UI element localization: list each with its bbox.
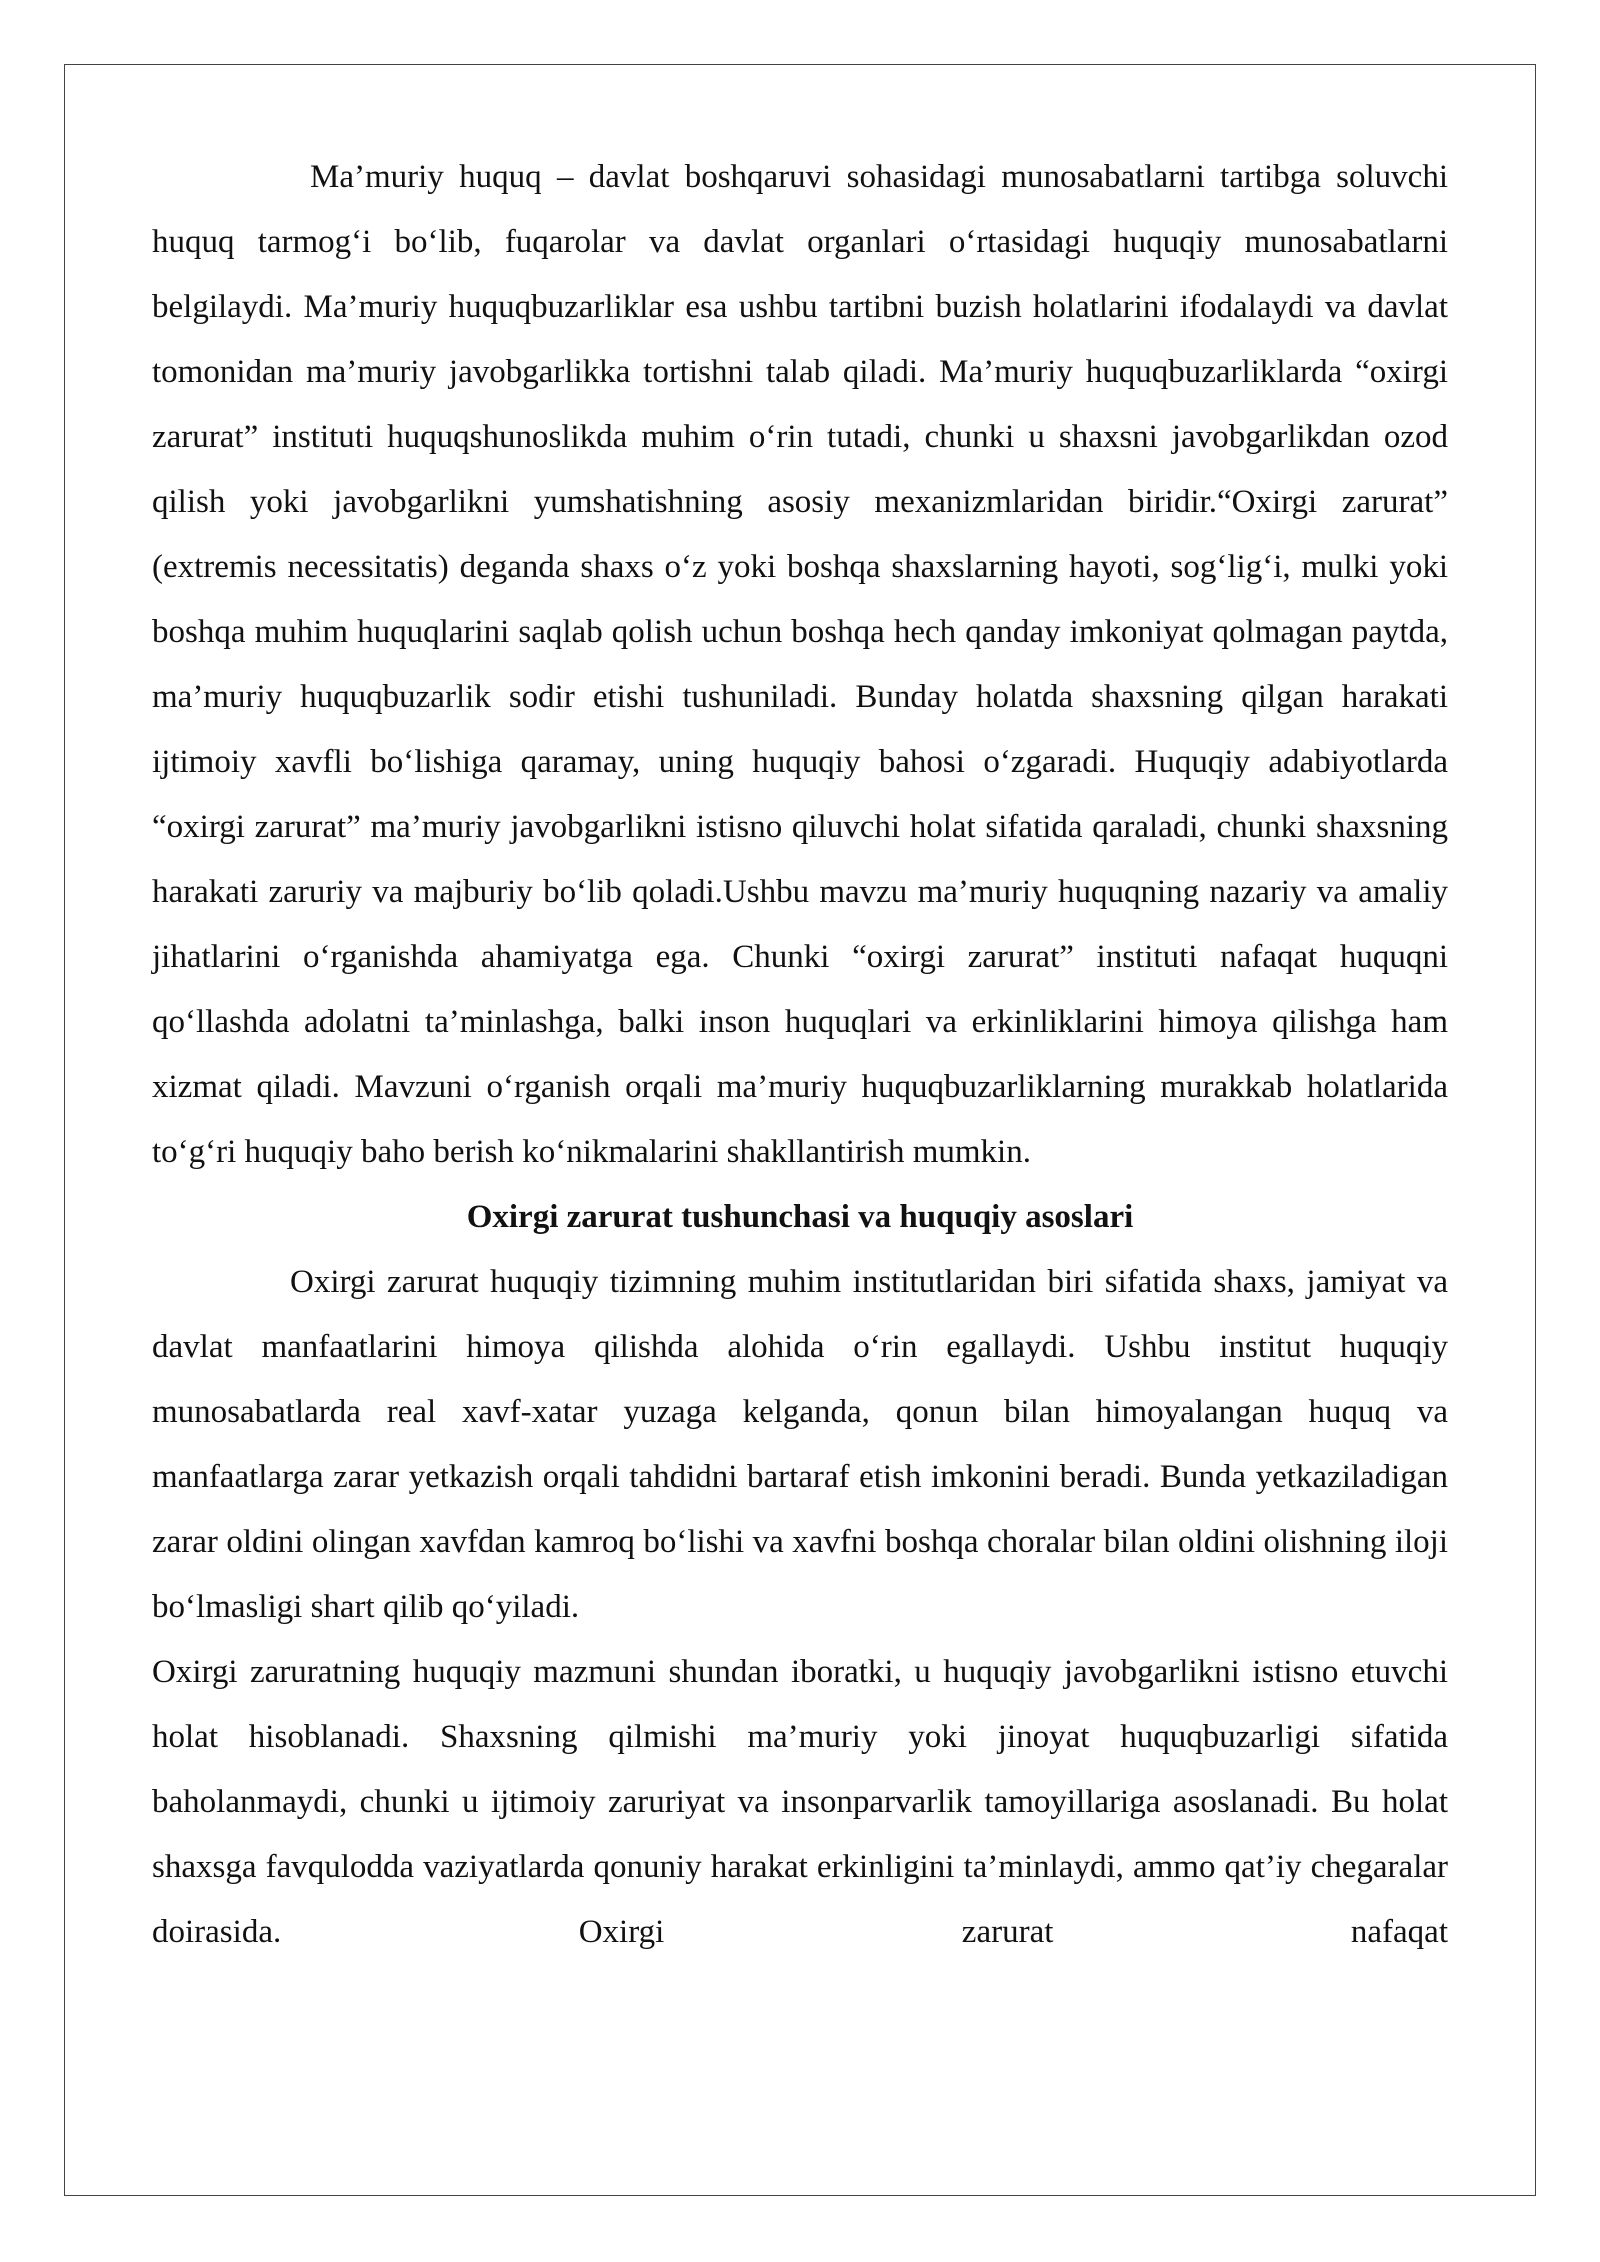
- section-paragraph-1: Oxirgi zarurat huquqiy tizimning muhim institutlaridan biri sifatida shaxs, jamiyat va davlat manfaatlarini himoya qilishda alohida o‘rin egallaydi. Ushbu institut huquqiy munosabatlarda real xavf-xatar yuzaga kelganda, qonun bilan himoyalangan huquq va manfaatlarga zarar yetkazish orqali tahdidni bartaraf etish imkonini beradi. Bunda yetkaziladigan zarar oldini olingan xavfdan kamroq bo‘lishi va xavfni boshqa choralar bilan oldini olishning iloji bo‘lmasligi shart qilib qo‘yiladi.: [152, 1264, 1448, 1625]
- document-body: [152, 145, 1448, 1965]
- section-paragraph-2: Oxirgi zaruratning huquqiy mazmuni shundan iboratki, u huquqiy javobgarlikni istisno etuvchi holat hisoblanadi. Shaxsning qilmishi ma’muriy yoki jinoyat huquqbuzarligi sifatida baholanmaydi, chunki u ijtimoiy zaruriyat va insonparvarlik tamoyillariga asoslanadi. Bu holat shaxsga favqulodda vaziyatlarda qonuniy harakat erkinligini ta’minlaydi, ammo qat’iy chegaralar doirasida. Oxirgi zarurat nafaqat: [152, 1654, 1448, 1950]
- section-heading: Oxirgi zarurat tushunchasi va huquqiy asoslari: [466, 1199, 1134, 1235]
- intro-paragraph: Ma’muriy huquq – davlat boshqaruvi sohasidagi munosabatlarni tartibga soluvchi huquq tarmog‘i bo‘lib, fuqarolar va davlat organlari o‘rtasidagi huquqiy munosabatlarni belgilaydi. Ma’muriy huquqbuzarliklar esa ushbu tartibni buzish holatlarini ifodalaydi va davlat tomonidan ma’muriy javobgarlikka tortishni talab qiladi. Ma’muriy huquqbuzarliklarda “oxirgi zarurat” instituti huquqshunoslikda muhim o‘rin tutadi, chunki u shaxsni javobgarlikdan ozod qilish yoki javobgarlikni yumshatishning asosiy mexanizmlaridan biridir.“Oxirgi zarurat” (extremis necessitatis) deganda shaxs o‘z yoki boshqa shaxslarning hayoti, sog‘lig‘i, mulki yoki boshqa muhim huquqlarini saqlab qolish uchun boshqa hech qanday imkoniyat qolmagan paytda, ma’muriy huquqbuzarlik sodir etishi tushuniladi. Bunday holatda shaxsning qilgan harakati ijtimoiy xavfli bo‘lishiga qaramay, uning huquqiy bahosi o‘zgaradi. Huquqiy adabiyotlarda “oxirgi zarurat” ma’muriy javobgarlikni istisno qiluvchi holat sifatida qaraladi, chunki shaxsning harakati zaruriy va majburiy bo‘lib qoladi.Ushbu mavzu ma’muriy huquqning nazariy va amaliy jihatlarini o‘rganishda ahamiyatga ega. Chunki “oxirgi zarurat” instituti nafaqat huquqni qo‘llashda adolatni ta’minlashga, balki inson huquqlari va erkinliklarini himoya qilishga ham xizmat qiladi. Mavzuni o‘rganish orqali ma’muriy huquqbuzarliklarning murakkab holatlarida to‘g‘ri huquqiy baho berish ko‘nikmalarini shakllantirish mumkin.: [152, 159, 1448, 1170]
